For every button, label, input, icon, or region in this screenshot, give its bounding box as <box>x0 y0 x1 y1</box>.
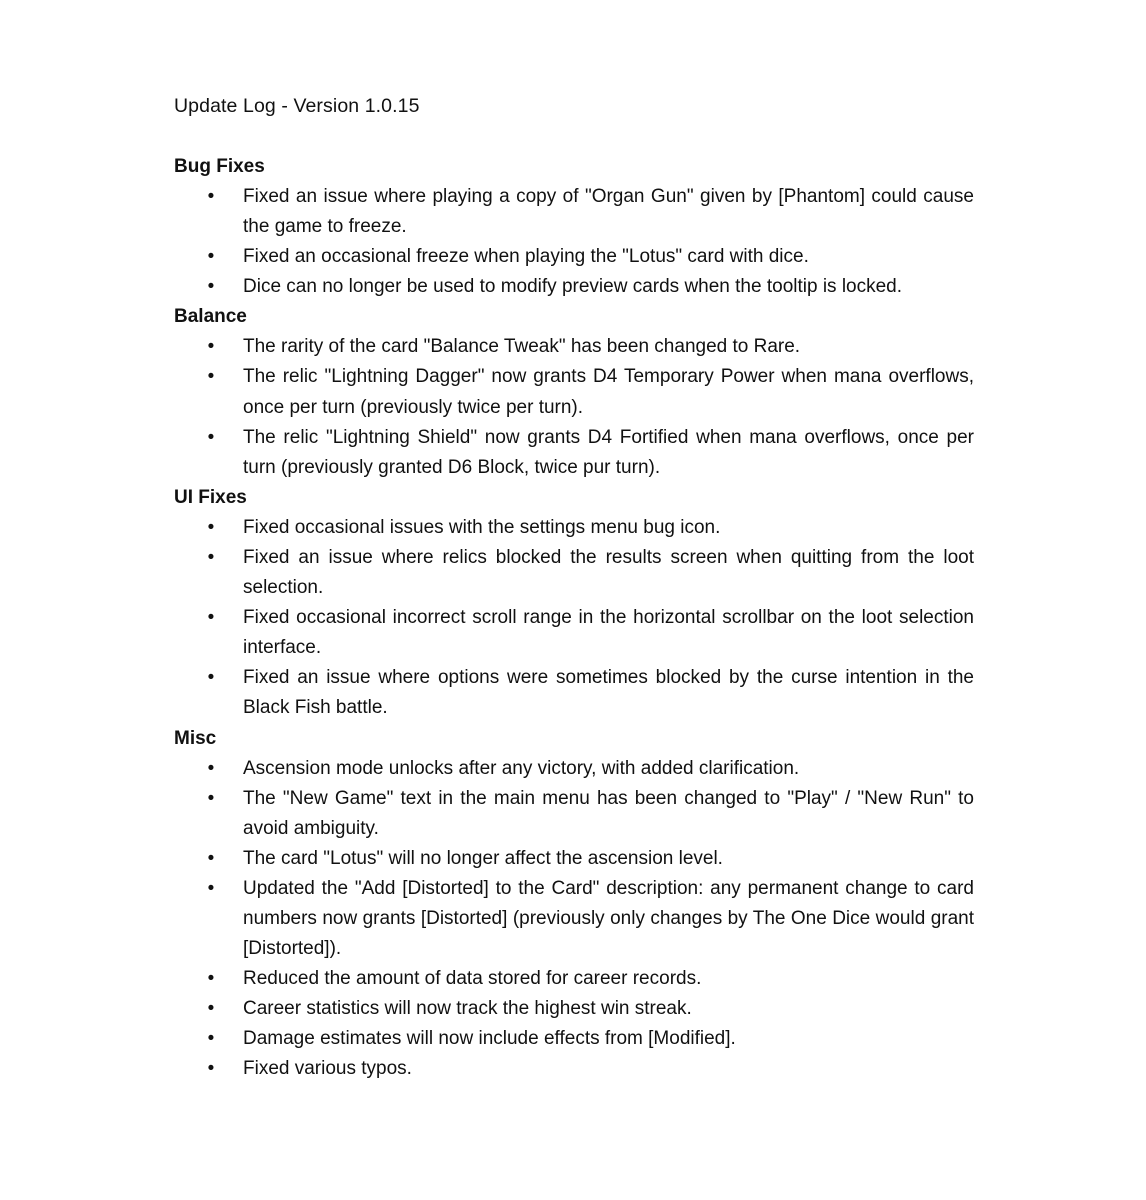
list-item <box>207 994 974 1024</box>
bullet-icon: • <box>207 276 215 298</box>
list-item <box>207 1024 974 1054</box>
section-heading: Bug Fixes <box>174 156 265 177</box>
bullet-icon: • <box>207 336 215 358</box>
bullet-icon: • <box>207 246 215 268</box>
bullet-list <box>174 182 974 302</box>
list-item-text: Fixed an issue where playing a copy of "Organ Gun" given by [Phantom] could cause the game to freeze. <box>243 186 974 238</box>
list-item-text: Fixed an occasional freeze when playing the "Lotus" card with dice. <box>243 246 809 268</box>
bullet-icon: • <box>207 546 215 568</box>
section-heading: UI Fixes <box>174 486 247 508</box>
list-item-text: Ascension mode unlocks after any victory, with added clarification. <box>243 757 800 779</box>
list-item-text: Dice can no longer be used to modify preview cards when the tooltip is locked. <box>243 276 903 298</box>
bullet-icon: • <box>207 366 215 388</box>
bullet-icon: • <box>207 1028 215 1050</box>
section-bug-fixes <box>174 152 974 302</box>
list-item <box>207 513 974 543</box>
list-item <box>207 332 974 362</box>
bullet-icon: • <box>207 426 215 448</box>
section-ui-fixes <box>174 483 974 724</box>
bullet-icon: • <box>207 998 215 1020</box>
bullet-icon: • <box>207 516 215 538</box>
bullet-icon: • <box>207 607 215 629</box>
list-item <box>207 423 974 483</box>
section-balance <box>174 302 974 482</box>
list-item-text: Fixed an issue where relics blocked the results screen when quitting from the loot selection. <box>243 546 974 599</box>
list-item-text: Damage estimates will now include effects from [Modified]. <box>243 1028 736 1050</box>
bullet-icon: • <box>207 757 215 779</box>
list-item <box>207 362 974 422</box>
section-misc <box>174 724 974 1085</box>
list-item-text: Career statistics will now track the highest win streak. <box>243 998 692 1020</box>
list-item-text: The "New Game" text in the main menu has been changed to "Play" / "New Run" to avoid ambiguity. <box>243 787 974 839</box>
bullet-icon: • <box>207 186 215 207</box>
list-item-text: The relic "Lightning Dagger" now grants D4 Temporary Power when mana overflows, once per turn (previously twice per turn). <box>243 366 974 418</box>
list-item <box>207 964 974 994</box>
list-item <box>207 754 974 784</box>
list-item-text: The rarity of the card "Balance Tweak" has been changed to Rare. <box>243 336 801 358</box>
section-heading: Balance <box>174 306 247 328</box>
bullet-icon: • <box>207 1058 215 1080</box>
list-item-text: Fixed occasional issues with the settings menu bug icon. <box>243 516 721 538</box>
list-item <box>207 784 974 844</box>
bullet-icon: • <box>207 877 215 899</box>
section-heading: Misc <box>174 727 217 749</box>
list-item-text: Updated the "Add [Distorted] to the Card" description: any permanent change to card numbers now grants [Distorted] (previously only changes by The One Dice would grant [Distorted]). <box>243 877 974 960</box>
list-item <box>207 543 974 603</box>
list-item-text: Fixed occasional incorrect scroll range in the horizontal scrollbar on the loot selection interface. <box>243 607 974 659</box>
bullet-icon: • <box>207 787 215 809</box>
bullet-list <box>174 754 974 1085</box>
list-item-text: The relic "Lightning Shield" now grants D4 Fortified when mana overflows, once per turn (previously granted D6 Block, twice pur turn). <box>243 426 974 478</box>
list-item <box>207 1054 974 1084</box>
list-item-text: Reduced the amount of data stored for career records. <box>243 968 702 990</box>
list-item <box>207 182 974 242</box>
list-item <box>207 874 974 964</box>
list-item <box>207 242 974 272</box>
list-item-text: Fixed an issue where options were sometimes blocked by the curse intention in the Black Fish battle. <box>243 667 974 719</box>
bullet-icon: • <box>207 667 215 689</box>
list-item-text: The card "Lotus" will no longer affect the ascension level. <box>243 847 723 869</box>
list-item <box>207 663 974 723</box>
update-log-document <box>174 92 974 1085</box>
list-item <box>207 844 974 874</box>
list-item-text: Fixed various typos. <box>243 1058 412 1080</box>
list-item <box>207 603 974 663</box>
list-item <box>207 272 974 302</box>
bullet-icon: • <box>207 847 215 869</box>
bullet-list <box>174 513 974 724</box>
bullet-list <box>174 332 974 482</box>
bullet-icon: • <box>207 968 215 990</box>
document-title: Update Log - Version 1.0.15 <box>174 95 420 117</box>
